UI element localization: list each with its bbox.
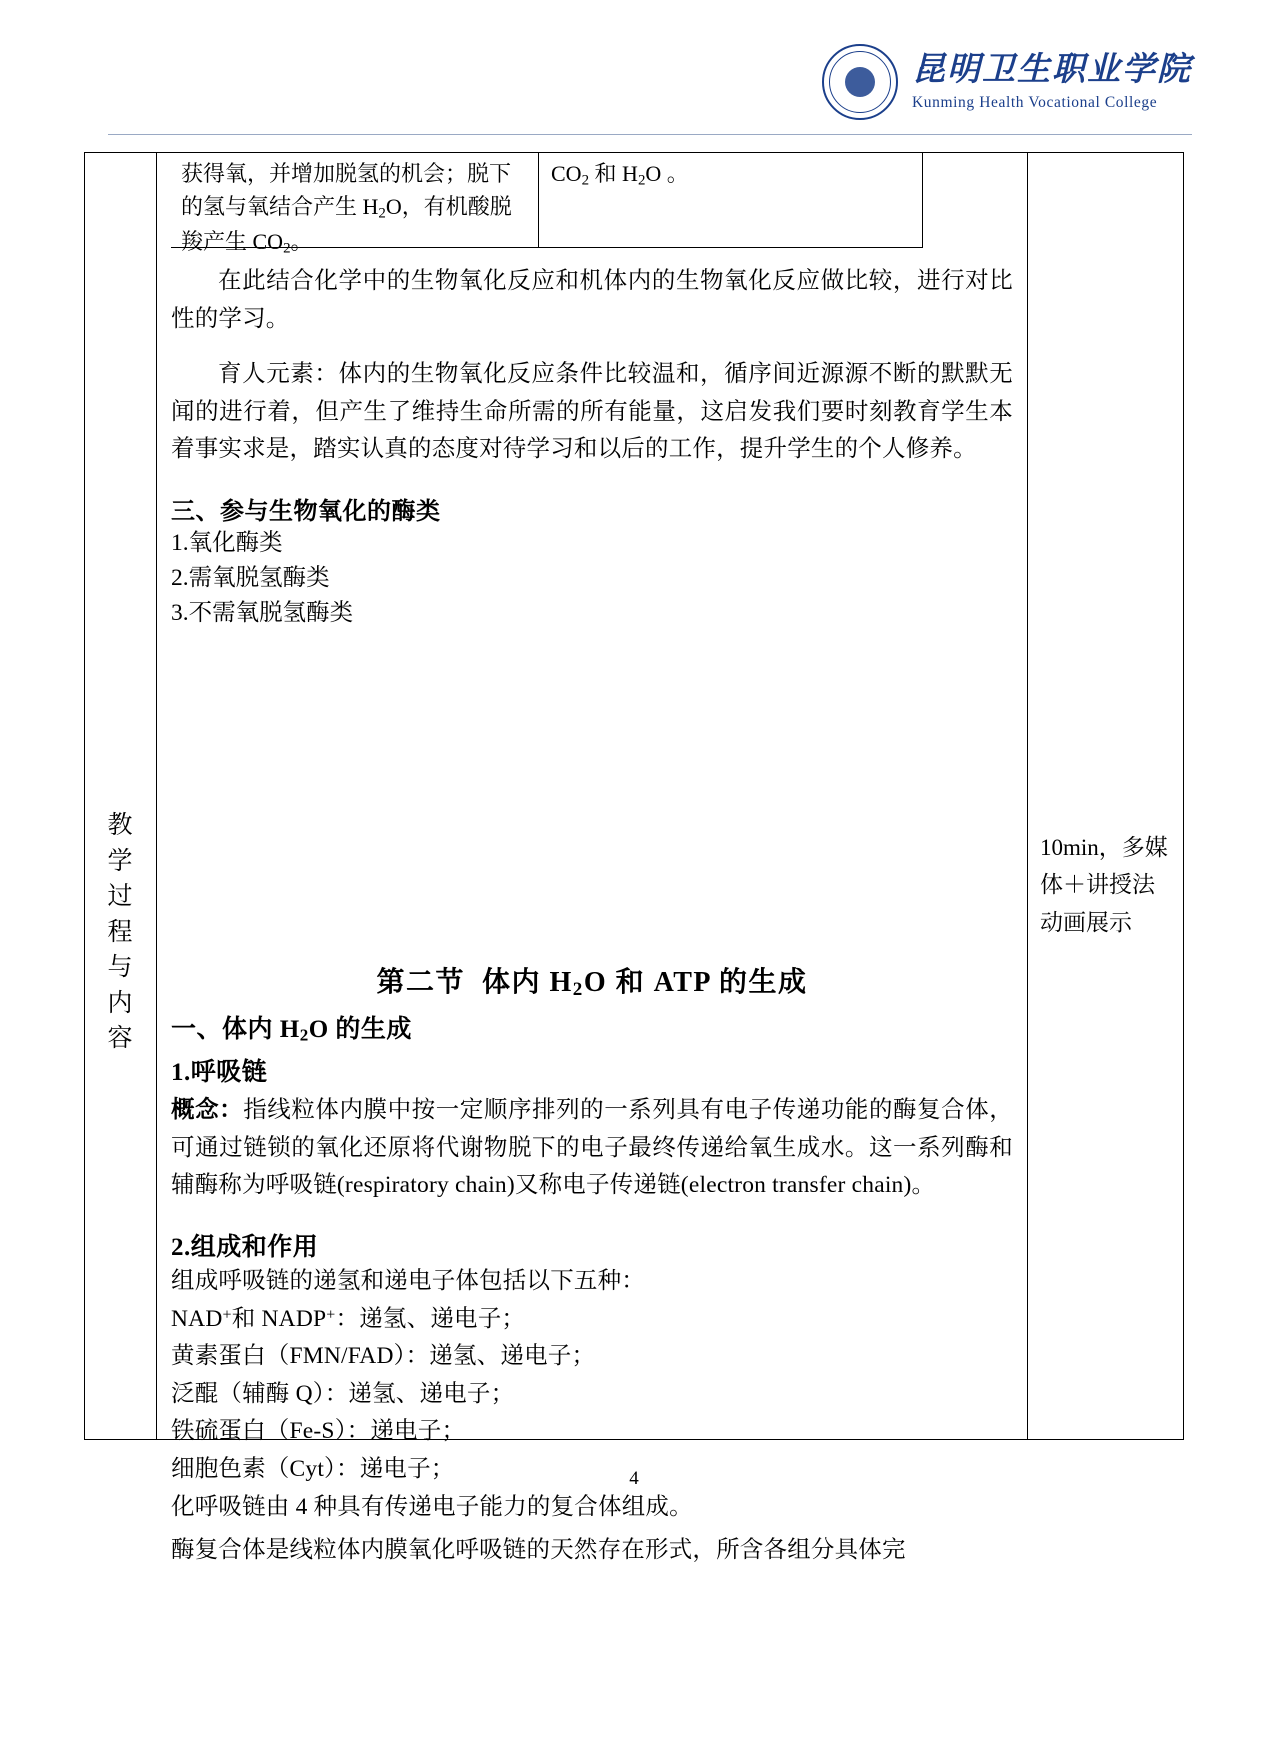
chapter-title: 第二节 体内 $H_2O$ 和 ATP 的生成 [376,967,808,1001]
row-label-teaching-process: 教 学 过 程 与 内 容 [107,812,134,1052]
list-item: NAD+和 NADP+：递氢、递电子； [171,1305,526,1332]
list-item: 泛醌（辅酶 Q）：递氢、递电子； [171,1380,515,1407]
list-item: 3.不需氧脱氢酶类 [171,599,354,626]
concept-label: 概念： [171,1097,244,1124]
table-column-content [157,153,1028,1564]
inner-cell-left: 获得氧，并增加脱氢的机会；脱下的氢与氧结合产生 $H_2O$，有机酸脱羧产生 $CO_2$。 [171,153,539,248]
header-divider [108,134,1192,135]
table-column-time: 10min，多媒体＋讲授法动画展示 [1040,835,1168,935]
blank-spacer [171,630,1013,960]
college-name-en: Kunming Health Vocational College [912,93,1158,111]
list-item: 细胞色素（Cyt）：递电子； [171,1455,455,1482]
paragraph-comparison: 在此结合化学中的生物氧化反应和机体内的生物氧化反应做比较，进行对比性的学习。 [171,268,1013,332]
list-item: 黄素蛋白（FMN/FAD）：递氢、递电子； [171,1343,596,1370]
subsection-item-respiratory-chain: 1.呼吸链 [171,1059,268,1087]
list-item: 铁硫蛋白（Fe-S）：递电子； [171,1418,466,1445]
list-item: 2.需氧脱氢酶类 [171,564,330,591]
concept-paragraph [171,1092,1013,1205]
logo-text-block [912,52,1192,112]
list-item: 1.氧化酶类 [171,529,283,556]
concept-text: 指线粒体内膜中按一定顺序排列的一系列具有电子传递功能的酶复合体，可通过链锁的氧化还原将代谢物脱下的电子最终传递给氧生成水。这一系列酶和辅酶称为呼吸链(respiratory chain)又称电子传递链(electron transfer chain)。 [171,1097,1013,1199]
table-column-label [85,153,157,1439]
inner-cell-right: $CO_2$ 和 $H_2O$ 。 [539,153,923,248]
college-name-cn: 昆明卫生职业学院 [912,52,1192,89]
college-seal-icon [822,44,898,120]
college-logo [822,44,1192,120]
subsection-title-composition: 2.组成和作用 [171,1233,319,1261]
page-number: 4 [629,1468,639,1489]
section-heading-three: 三、参与生物氧化的酶类 [171,498,441,525]
paragraph-education-element: 育人元素：体内的生物氧化反应条件比较温和，循序间近源源不断的默默无闻的进行着，但产生了维持生命所需的所有能量，这启发我们要时刻教育学生本着事实求是，踏实认真的态度对待学习和以后的工作，提升学生的个人修养。 [171,361,1013,463]
subsection-title-one: 一、体内 $H_2O$ 的生成 [171,1016,412,1046]
tail-paragraph: 酶复合体是线粒体内膜氧化呼吸链的天然存在形式，所含各组分具体完 [171,1537,906,1564]
inner-comparison-table [171,153,923,257]
list-item: 化呼吸链由 4 种具有传递电子能力的复合体组成。 [171,1493,693,1520]
composition-intro: 组成呼吸链的递氢和递电子体包括以下五种： [171,1267,645,1294]
lesson-plan-table [84,152,1184,1564]
